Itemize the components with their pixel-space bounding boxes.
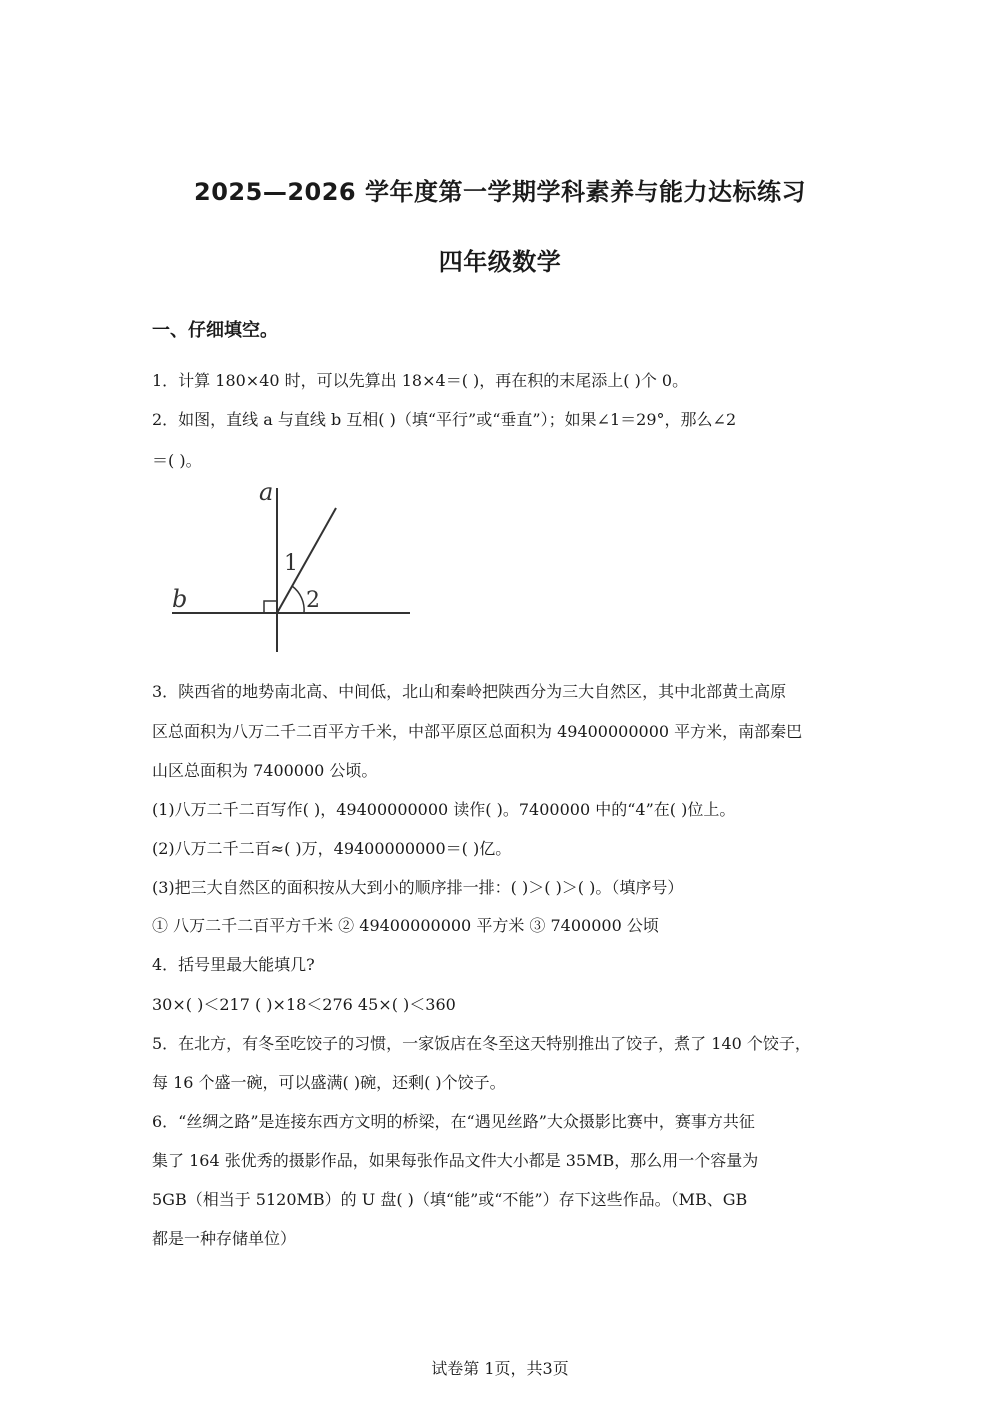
page-footer: 试卷第 1页，共3页 (431, 1359, 569, 1378)
question-6-line-2: 集了 164 张优秀的摄影作品，如果每张作品文件大小都是 35MB，那么用一个容量为 (152, 1151, 759, 1170)
question-1: 1．计算 180×40 时，可以先算出 18×4＝( )，再在积的末尾添上( )个 0。 (152, 371, 689, 390)
question-3-sub-1: (1)八万二千二百写作( )，49400000000 读作( )。7400000 中的“4”在( )位上。 (152, 800, 736, 819)
label-b: b (172, 585, 188, 613)
question-6-line-3: 5GB（相当于 5120MB）的 U 盘( )（填“能”或“不能”）存下这些作品。（MB、GB (152, 1190, 748, 1209)
question-3-sub-3: (3)把三大自然区的面积按从大到小的顺序排一排：( )＞( )＞( )。（填序号） (152, 878, 684, 897)
label-angle-2: 2 (306, 588, 320, 613)
question-5-line-1: 5．在北方，有冬至吃饺子的习惯，一家饭店在冬至这天特别推出了饺子，煮了 140 个饺子， (152, 1034, 811, 1053)
question-4: 4．括号里最大能填几? (152, 955, 315, 974)
page-subtitle: 四年级数学 (438, 248, 562, 276)
question-6-line-4: 都是一种存储单位） (152, 1229, 297, 1248)
question-2-line-1: 2．如图，直线 a 与直线 b 互相( )（填“平行”或“垂直”）；如果∠1＝29°，那么∠2 (152, 410, 737, 429)
question-3-line-3: 山区总面积为 7400000 公顷。 (152, 761, 378, 780)
question-3-sub-2: (2)八万二千二百≈( )万，49400000000＝( )亿。 (152, 839, 512, 858)
question-4-items: 30×( )＜217 ( )×18＜276 45×( )＜360 (152, 995, 456, 1014)
question-3-options: ① 八万二千二百平方千米 ② 49400000000 平方米 ③ 7400000 公顷 (152, 916, 659, 935)
question-3-line-2: 区总面积为八万二千二百平方千米，中部平原区总面积为 49400000000 平方米，南部秦巴 (152, 722, 803, 741)
label-a: a (259, 480, 274, 506)
label-angle-1: 1 (284, 551, 298, 576)
perpendicular-lines-figure (160, 480, 420, 660)
question-5-line-2: 每 16 个盛一碗，可以盛满( )碗，还剩( )个饺子。 (152, 1073, 506, 1092)
page-title: 2025—2026 学年度第一学期学科素养与能力达标练习 (194, 178, 806, 206)
question-3-line-1: 3．陕西省的地势南北高、中间低，北山和秦岭把陕西分为三大自然区，其中北部黄土高原 (152, 682, 787, 701)
right-angle-mark (264, 601, 277, 613)
section-heading: 一、仔细填空。 (152, 320, 278, 341)
question-6-line-1: 6．“丝绸之路”是连接东西方文明的桥梁，在“遇见丝路”大众摄影比赛中，赛事方共征 (152, 1112, 755, 1131)
angle-arc (292, 586, 304, 613)
question-2-line-2: ＝( )。 (152, 451, 202, 470)
